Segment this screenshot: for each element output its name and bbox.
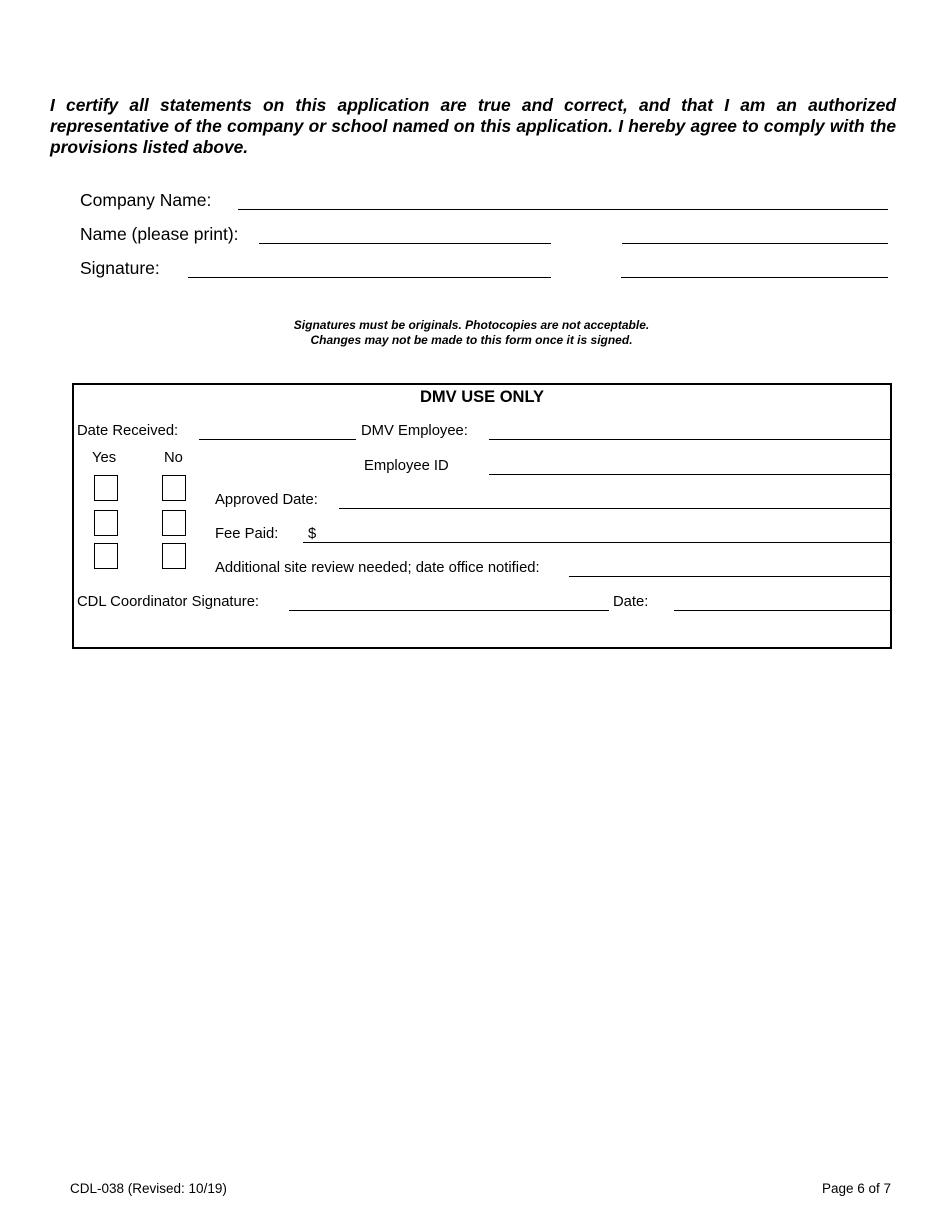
employee-id-field[interactable]	[489, 474, 890, 475]
no-column-label: No	[164, 450, 183, 466]
yes-checkbox-1[interactable]	[94, 475, 118, 501]
site-review-label: Additional site review needed; date office notified:	[215, 560, 540, 576]
fee-paid-label: Fee Paid:	[215, 526, 279, 542]
no-checkbox-2[interactable]	[162, 510, 186, 536]
no-checkbox-3[interactable]	[162, 543, 186, 569]
yes-checkbox-3[interactable]	[94, 543, 118, 569]
yes-column-label: Yes	[92, 450, 117, 466]
company-name-field[interactable]	[238, 209, 888, 210]
signature-field[interactable]	[188, 277, 551, 278]
approved-date-label: Approved Date:	[215, 492, 318, 508]
name-print-label: Name (please print):	[80, 224, 239, 244]
date-received-label: Date Received:	[77, 423, 179, 439]
cdl-coordinator-signature-label: CDL Coordinator Signature:	[77, 594, 260, 610]
coordinator-date-label: Date:	[613, 594, 649, 610]
coordinator-date-field[interactable]	[674, 610, 890, 611]
signature-label: Signature:	[80, 258, 160, 278]
company-name-label: Company Name:	[80, 190, 212, 210]
approved-date-field[interactable]	[339, 508, 890, 509]
fee-paid-field[interactable]	[303, 542, 890, 543]
dmv-use-only-box	[72, 383, 892, 649]
notice-no-changes: Changes may not be made to this form once it is signed.	[310, 333, 633, 347]
dmv-employee-field[interactable]	[489, 439, 890, 440]
dmv-use-only-title: DMV USE ONLY	[419, 388, 545, 406]
date-received-field[interactable]	[199, 439, 356, 440]
signature-date-field[interactable]	[621, 277, 888, 278]
dmv-employee-label: DMV Employee:	[361, 423, 468, 439]
dollar-sign: $	[308, 526, 317, 542]
name-print-field[interactable]	[259, 243, 551, 244]
site-review-date-field[interactable]	[569, 576, 890, 577]
page-number: Page 6 of 7	[822, 1181, 892, 1196]
no-checkbox-1[interactable]	[162, 475, 186, 501]
form-id: CDL-038 (Revised: 10/19)	[70, 1181, 227, 1196]
yes-checkbox-2[interactable]	[94, 510, 118, 536]
employee-id-label: Employee ID	[364, 458, 449, 474]
name-secondary-field[interactable]	[622, 243, 888, 244]
cdl-coordinator-signature-field[interactable]	[289, 610, 609, 611]
certification-statement: I certify all statements on this application are true and correct, and that I am an authorized representative of the company or school named on this application. I hereby agree to comply with the provisions listed above.	[50, 95, 896, 157]
notice-originals: Signatures must be originals. Photocopies are not acceptable.	[293, 318, 650, 332]
